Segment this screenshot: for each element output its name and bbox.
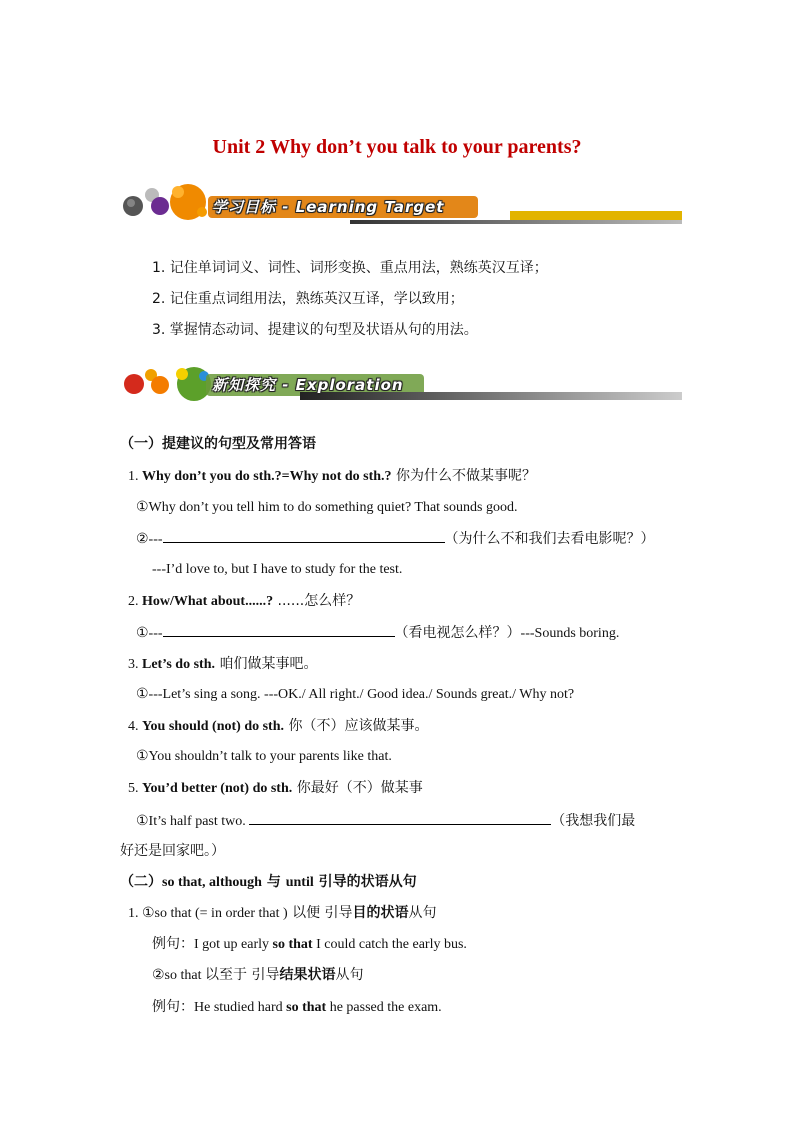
learning-target-banner (120, 178, 682, 228)
example-fill-in: ①--- （看电视怎么样？）---Sounds boring. (136, 622, 619, 644)
page-title: Unit 2 Why don’t you talk to your parents? (212, 136, 582, 158)
clause-item-2: ②so that 以至于 引导结果状语从句 (152, 967, 364, 983)
section-heading: （二）so that, although 与 until 引导的状语从句 (120, 874, 417, 890)
example: ①You shouldn’t talk to your parents like that. (136, 749, 392, 764)
banner-label: 学习目标 - Learning Target (212, 198, 445, 216)
clause-item-1: 1. ①so that (= in order that ) 以便 引导目的状语从句 (128, 905, 437, 921)
banner-label: 新知探究 - Exploration (212, 376, 404, 394)
example-fill-in: ②--- （为什么不和我们去看电影呢？） (136, 528, 655, 550)
example-fill-in: ①It’s half past two. （我想我们最 (136, 810, 635, 832)
answer-blank[interactable] (249, 810, 551, 825)
answer-blank[interactable] (163, 622, 395, 637)
target-item: 3. 掌握情态动词、提建议的句型及状语从句的用法。 (152, 322, 478, 338)
example-continuation: 好还是回家吧。） (120, 843, 225, 859)
example-sentence: 例句：He studied hard so that he passed the exam. (152, 999, 442, 1015)
answer-blank[interactable] (163, 528, 445, 543)
section-heading: （一）提建议的句型及常用答语 (120, 436, 316, 452)
pattern-1: 1. Why don’t you do sth.?=Why not do sth.? 你为什么不做某事呢？ (128, 468, 536, 484)
pattern-5: 5. You’d better (not) do sth. 你最好（不）做某事 (128, 780, 423, 796)
example-reply: ---I’d love to, but I have to study for the test. (152, 562, 403, 577)
example: ①---Let’s sing a song. ---OK./ All right./ Good idea./ Sounds great./ Why not? (136, 687, 575, 702)
pattern-4: 4. You should (not) do sth. 你（不）应该做某事。 (128, 718, 429, 734)
target-item: 2. 记住重点词组用法，熟练英汉互译，学以致用； (152, 291, 464, 307)
pattern-2: 2. How/What about......? ......怎么样？ (128, 593, 361, 609)
pattern-3: 3. Let’s do sth. 咱们做某事吧。 (128, 656, 318, 672)
example-sentence: 例句：I got up early so that I could catch the early bus. (152, 936, 467, 952)
exploration-banner (120, 362, 682, 408)
example: ①Why don’t you tell him to do something quiet? That sounds good. (136, 500, 518, 515)
target-item: 1. 记住单词词义、词性、词形变换、重点用法，熟练英汉互译； (152, 260, 548, 276)
